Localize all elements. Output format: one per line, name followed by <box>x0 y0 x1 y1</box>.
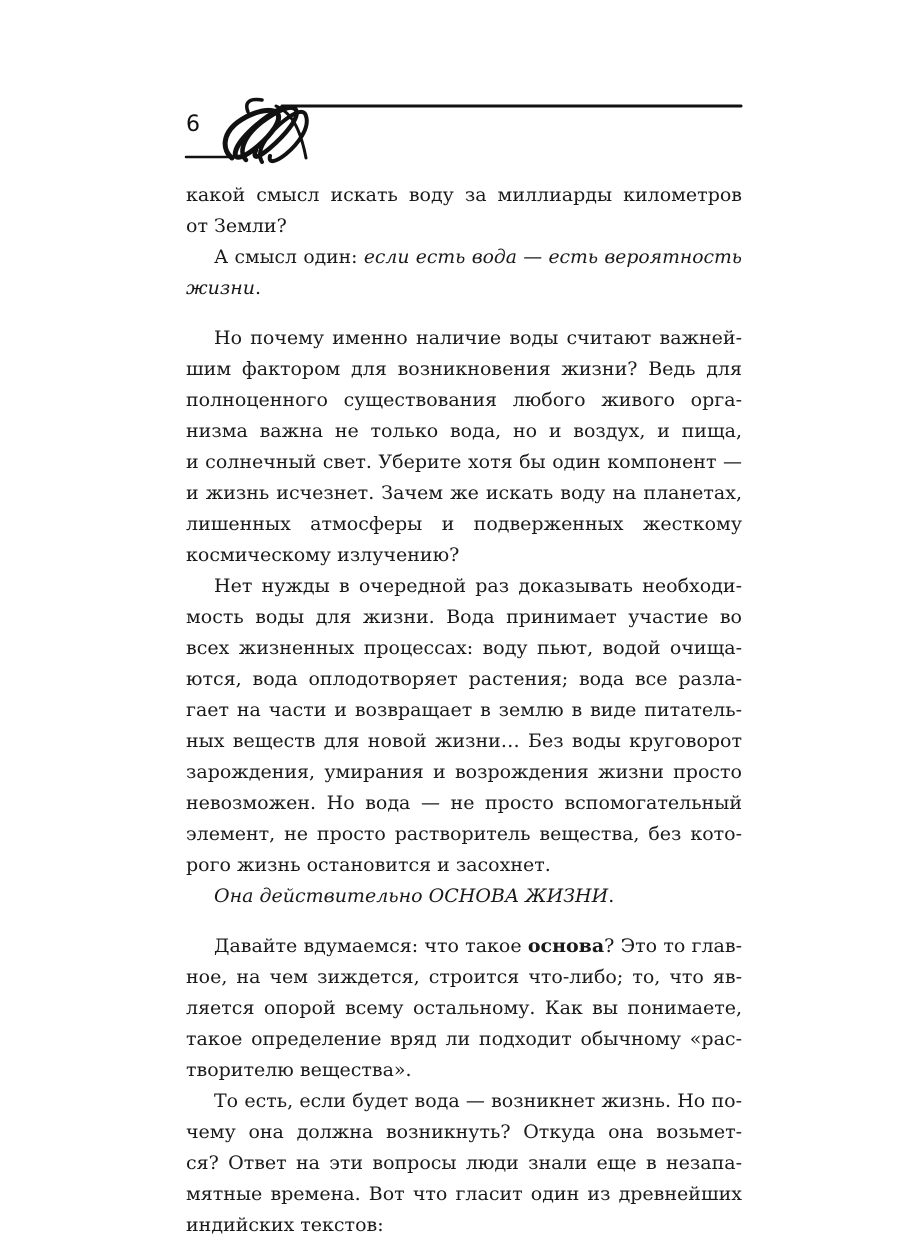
text-line: шим фактором для возникновения жизни? Ведь для <box>186 358 742 380</box>
text-line: чему она должна возникнуть? Откуда она возьмет- <box>186 1121 742 1143</box>
text-line: ляется опорой всему остальному. Как вы понимаете, <box>186 997 742 1019</box>
body-text <box>186 180 742 1241</box>
text-line: и солнечный свет. Уберите хотя бы один компонент — <box>186 451 742 473</box>
text-line: какой смысл искать воду за миллиарды километров <box>186 184 742 206</box>
text-line: такое определение вряд ли подходит обычному «рас- <box>186 1028 742 1050</box>
text-line: лишенных атмосферы и подверженных жесткому <box>186 513 742 535</box>
text-line: мость воды для жизни. Вода принимает участие во <box>186 606 742 628</box>
text-line: А смысл один: если есть вода — есть вероятность <box>214 247 742 268</box>
text-line: мятные времена. Вот что гласит один из древнейших <box>186 1183 742 1205</box>
text-line: творителю вещества». <box>186 1059 412 1081</box>
text-line: То есть, если будет вода — возникнет жизнь. Но по- <box>214 1090 742 1112</box>
text-line: ных веществ для новой жизни… Без воды круговорот <box>186 730 742 752</box>
text-line: ся? Ответ на эти вопросы люди знали еще в незапа- <box>186 1152 742 1174</box>
text-line: низма важна не только вода, но и воздух, и пища, <box>186 420 742 442</box>
text-line: рого жизнь остановится и засохнет. <box>186 854 551 876</box>
text-line: гает на части и возвращает в землю в виде питатель- <box>186 699 742 721</box>
page-header <box>0 0 900 180</box>
text-line: от Земли? <box>186 215 287 237</box>
text-line: невозможен. Но вода — не просто вспомогательный <box>186 792 742 814</box>
text-line: ются, вода оплодотворяет растения; вода все разла- <box>186 668 742 690</box>
text-line: космическому излучению? <box>186 544 460 566</box>
text-line: полноценного существования любого живого орга- <box>186 389 742 411</box>
text-line: Давайте вдумаемся: что такое основа? Это то глав- <box>214 935 742 957</box>
text-line: элемент, не просто растворитель вещества, без кото- <box>186 823 742 845</box>
text-line: жизни. <box>186 277 261 299</box>
text-line: индийских текстов: <box>186 1214 384 1236</box>
text-line: и жизнь исчезнет. Зачем же искать воду на планетах, <box>186 482 742 504</box>
text-line: Но почему именно наличие воды считают важней- <box>214 327 742 349</box>
text-line: Нет нужды в очередной раз доказывать необходи- <box>214 575 742 597</box>
text-line: зарождения, умирания и возрождения жизни просто <box>186 761 742 783</box>
page-number: 6 <box>186 112 200 137</box>
text-line: Она действительно ОСНОВА ЖИЗНИ. <box>214 885 615 907</box>
text-line: ное, на чем зиждется, строится что-либо; то, что яв- <box>186 966 742 988</box>
calligraphic-flourish-icon <box>0 0 900 180</box>
text-line: всех жизненных процессах: воду пьют, водой очища- <box>186 637 742 659</box>
